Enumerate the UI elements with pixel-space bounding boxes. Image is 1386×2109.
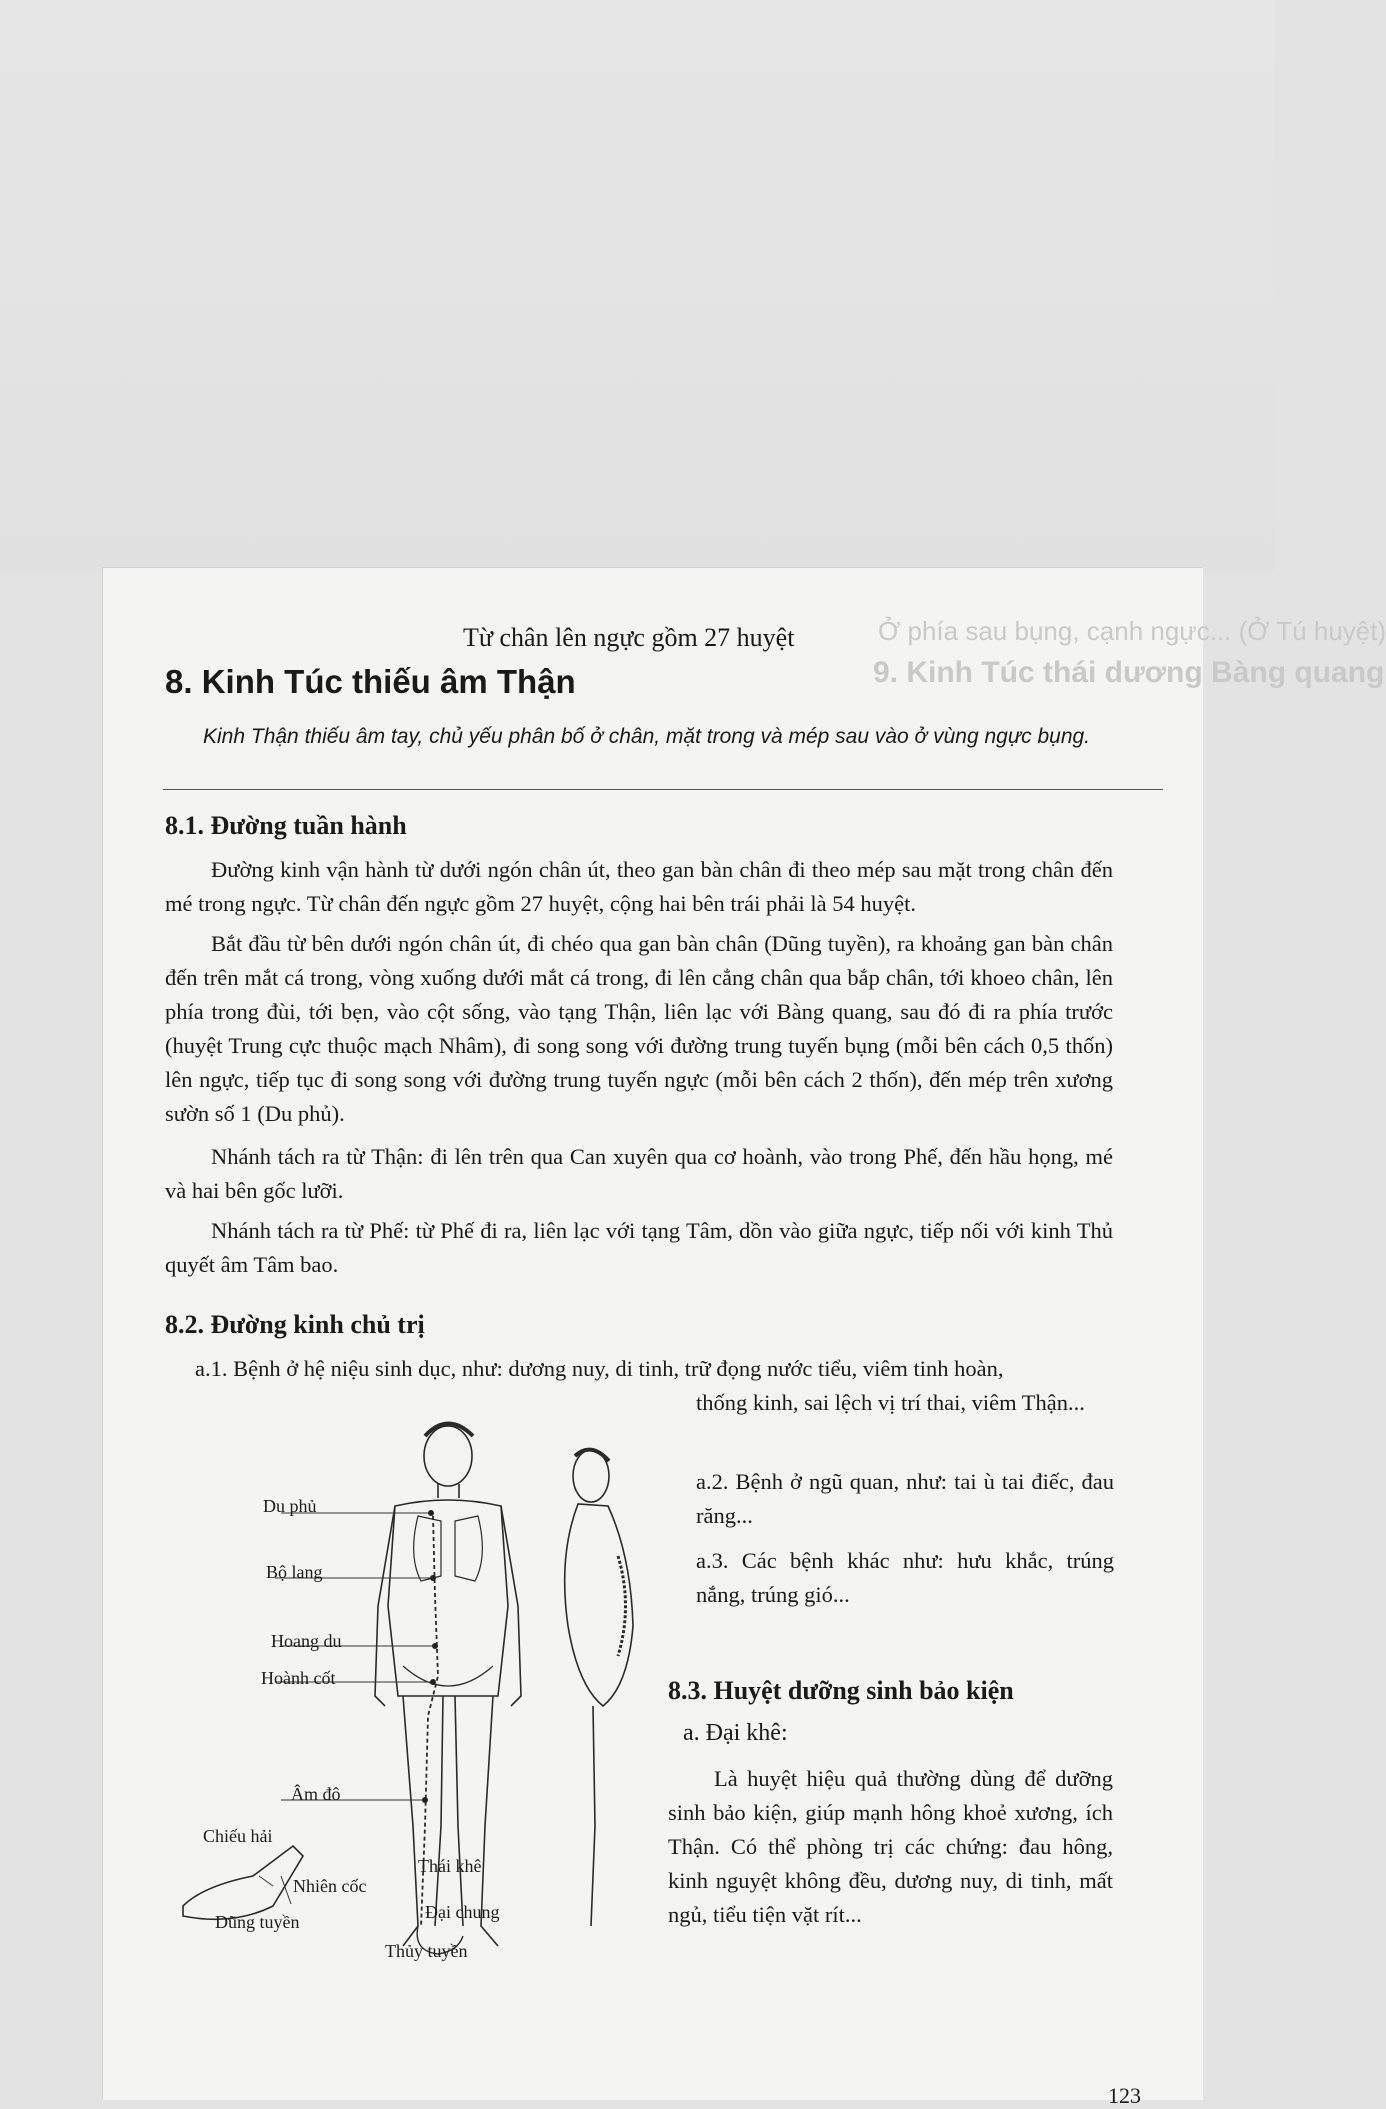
indication-a3: a.3. Các bệnh khác như: hưu khắc, trúng nắng, trúng gió... bbox=[696, 1548, 1114, 1607]
indication-a1: a.1. Bệnh ở hệ niệu sinh dục, như: dương nuy, di tinh, trữ đọng nước tiểu, viêm tinh hoàn, bbox=[195, 1356, 1004, 1381]
label-am-do: Âm đô bbox=[291, 1784, 341, 1804]
front-head bbox=[424, 1426, 472, 1486]
label-thuy-tuyen: Thủy tuyền bbox=[385, 1941, 468, 1961]
label-dung-tuyen: Dũng tuyền bbox=[215, 1912, 300, 1932]
section-heading-route: 8.1. Đường tuần hành bbox=[165, 811, 407, 840]
label-chieu-hai: Chiếu hải bbox=[203, 1826, 273, 1846]
label-nhien-coc: Nhiên cốc bbox=[293, 1876, 367, 1896]
foot-sole bbox=[183, 1846, 303, 1919]
header-above: Từ chân lên ngực gồm 27 huyệt bbox=[463, 623, 795, 652]
label-dai-chung: Đại chung bbox=[425, 1902, 500, 1922]
label-hoanh-cot: Hoành cốt bbox=[261, 1668, 336, 1688]
front-torso bbox=[388, 1500, 508, 1696]
paragraph: Nhánh tách ra từ Phế: từ Phế đi ra, liên lạc với tạng Tâm, dồn vào giữa ngực, tiếp nối với kinh Thủ quyết âm Tâm bao. bbox=[165, 1218, 1113, 1277]
paragraph: Bắt đầu từ bên dưới ngón chân út, đi chéo qua gan bàn chân (Dũng tuyền), ra khoảng gan bàn chân đến trên mắt cá trong, vòng xuống dưới mắt cá trong, đi lên cẳng chân qua bắp chân, tới khoeo chân, lên phía trong đùi, tới bẹn, vào cột sống, vào tạng Thận, liên lạc với Bàng quang, sau đó đi ra phía trước (huyệt Trung cực thuộc mạch Nhâm), đi song song với đường trung tuyến bụng (mỗi bên cách 0,5 thốn) lên ngực, tiếp tục đi song song với đường trung tuyến ngực (mỗi bên cách 2 thốn), đến mép trên xương sườn số 1 (Du phủ). bbox=[165, 931, 1113, 1126]
lungs bbox=[414, 1516, 483, 1581]
chapter-title: 8. Kinh Túc thiếu âm Thận bbox=[165, 663, 576, 700]
page-number: 123 bbox=[1108, 2083, 1141, 2108]
label-thai-khe: Thái khê bbox=[418, 1856, 482, 1876]
acupoint-text: Là huyệt hiệu quả thường dùng để dưỡng sinh bảo kiện, giúp mạnh hông khoẻ xương, ích Thận. Có thể phòng trị các chứng: đau hông, kinh nguyệt không đều, dương nuy, di tinh, mất ngủ, tiểu tiện vặt rít... bbox=[668, 1766, 1113, 1927]
spine bbox=[618, 1556, 626, 1656]
bleed-through-line: Ở phía sau bụng, cạnh ngực... (Ở Tú huyệt) bbox=[878, 616, 1386, 646]
label-bo-lang: Bộ lang bbox=[266, 1562, 323, 1582]
indication-a2: a.2. Bệnh ở ngũ quan, như: tai ù tai điếc, đau răng... bbox=[696, 1469, 1114, 1528]
label-hoang-du: Hoang du bbox=[271, 1631, 342, 1651]
front-arms bbox=[375, 1506, 521, 1706]
section-heading-indications: 8.2. Đường kinh chủ trị bbox=[165, 1310, 425, 1339]
indication-a1-cont: thống kinh, sai lệch vị trí thai, viêm Thận... bbox=[696, 1390, 1085, 1415]
meridian-figure bbox=[163, 1406, 683, 1966]
label-du-phu: Du phủ bbox=[263, 1496, 317, 1516]
scan-background bbox=[0, 0, 1275, 570]
body-illustration bbox=[163, 1406, 683, 1966]
divider bbox=[163, 789, 1163, 790]
bleed-through-heading: 9. Kinh Túc thái dương Bàng quang bbox=[873, 656, 1385, 689]
paragraph: Đường kinh vận hành từ dưới ngón chân út, theo gan bàn chân đi theo mép sau mặt trong chân đến mé trong ngực. Từ chân đến ngực gồm 27 huyệt, cộng hai bên trái phải là 54 huyệt. bbox=[165, 857, 1113, 916]
chapter-intro: Kinh Thận thiếu âm tay, chủ yếu phân bố ở chân, mặt trong và mép sau vào ở vùng ngực bụng. bbox=[203, 725, 1091, 748]
section-heading-acupoints: 8.3. Huyệt dưỡng sinh bảo kiện bbox=[668, 1676, 1014, 1705]
paragraph: Nhánh tách ra từ Thận: đi lên trên qua Can xuyên qua cơ hoành, vào trong Phế, đến hầu họng, mé và hai bên gốc lưỡi. bbox=[165, 1144, 1113, 1203]
acupoint-sub: a. Đại khê: bbox=[683, 1720, 788, 1746]
side-torso bbox=[565, 1504, 633, 1706]
book-page bbox=[103, 568, 1386, 2108]
